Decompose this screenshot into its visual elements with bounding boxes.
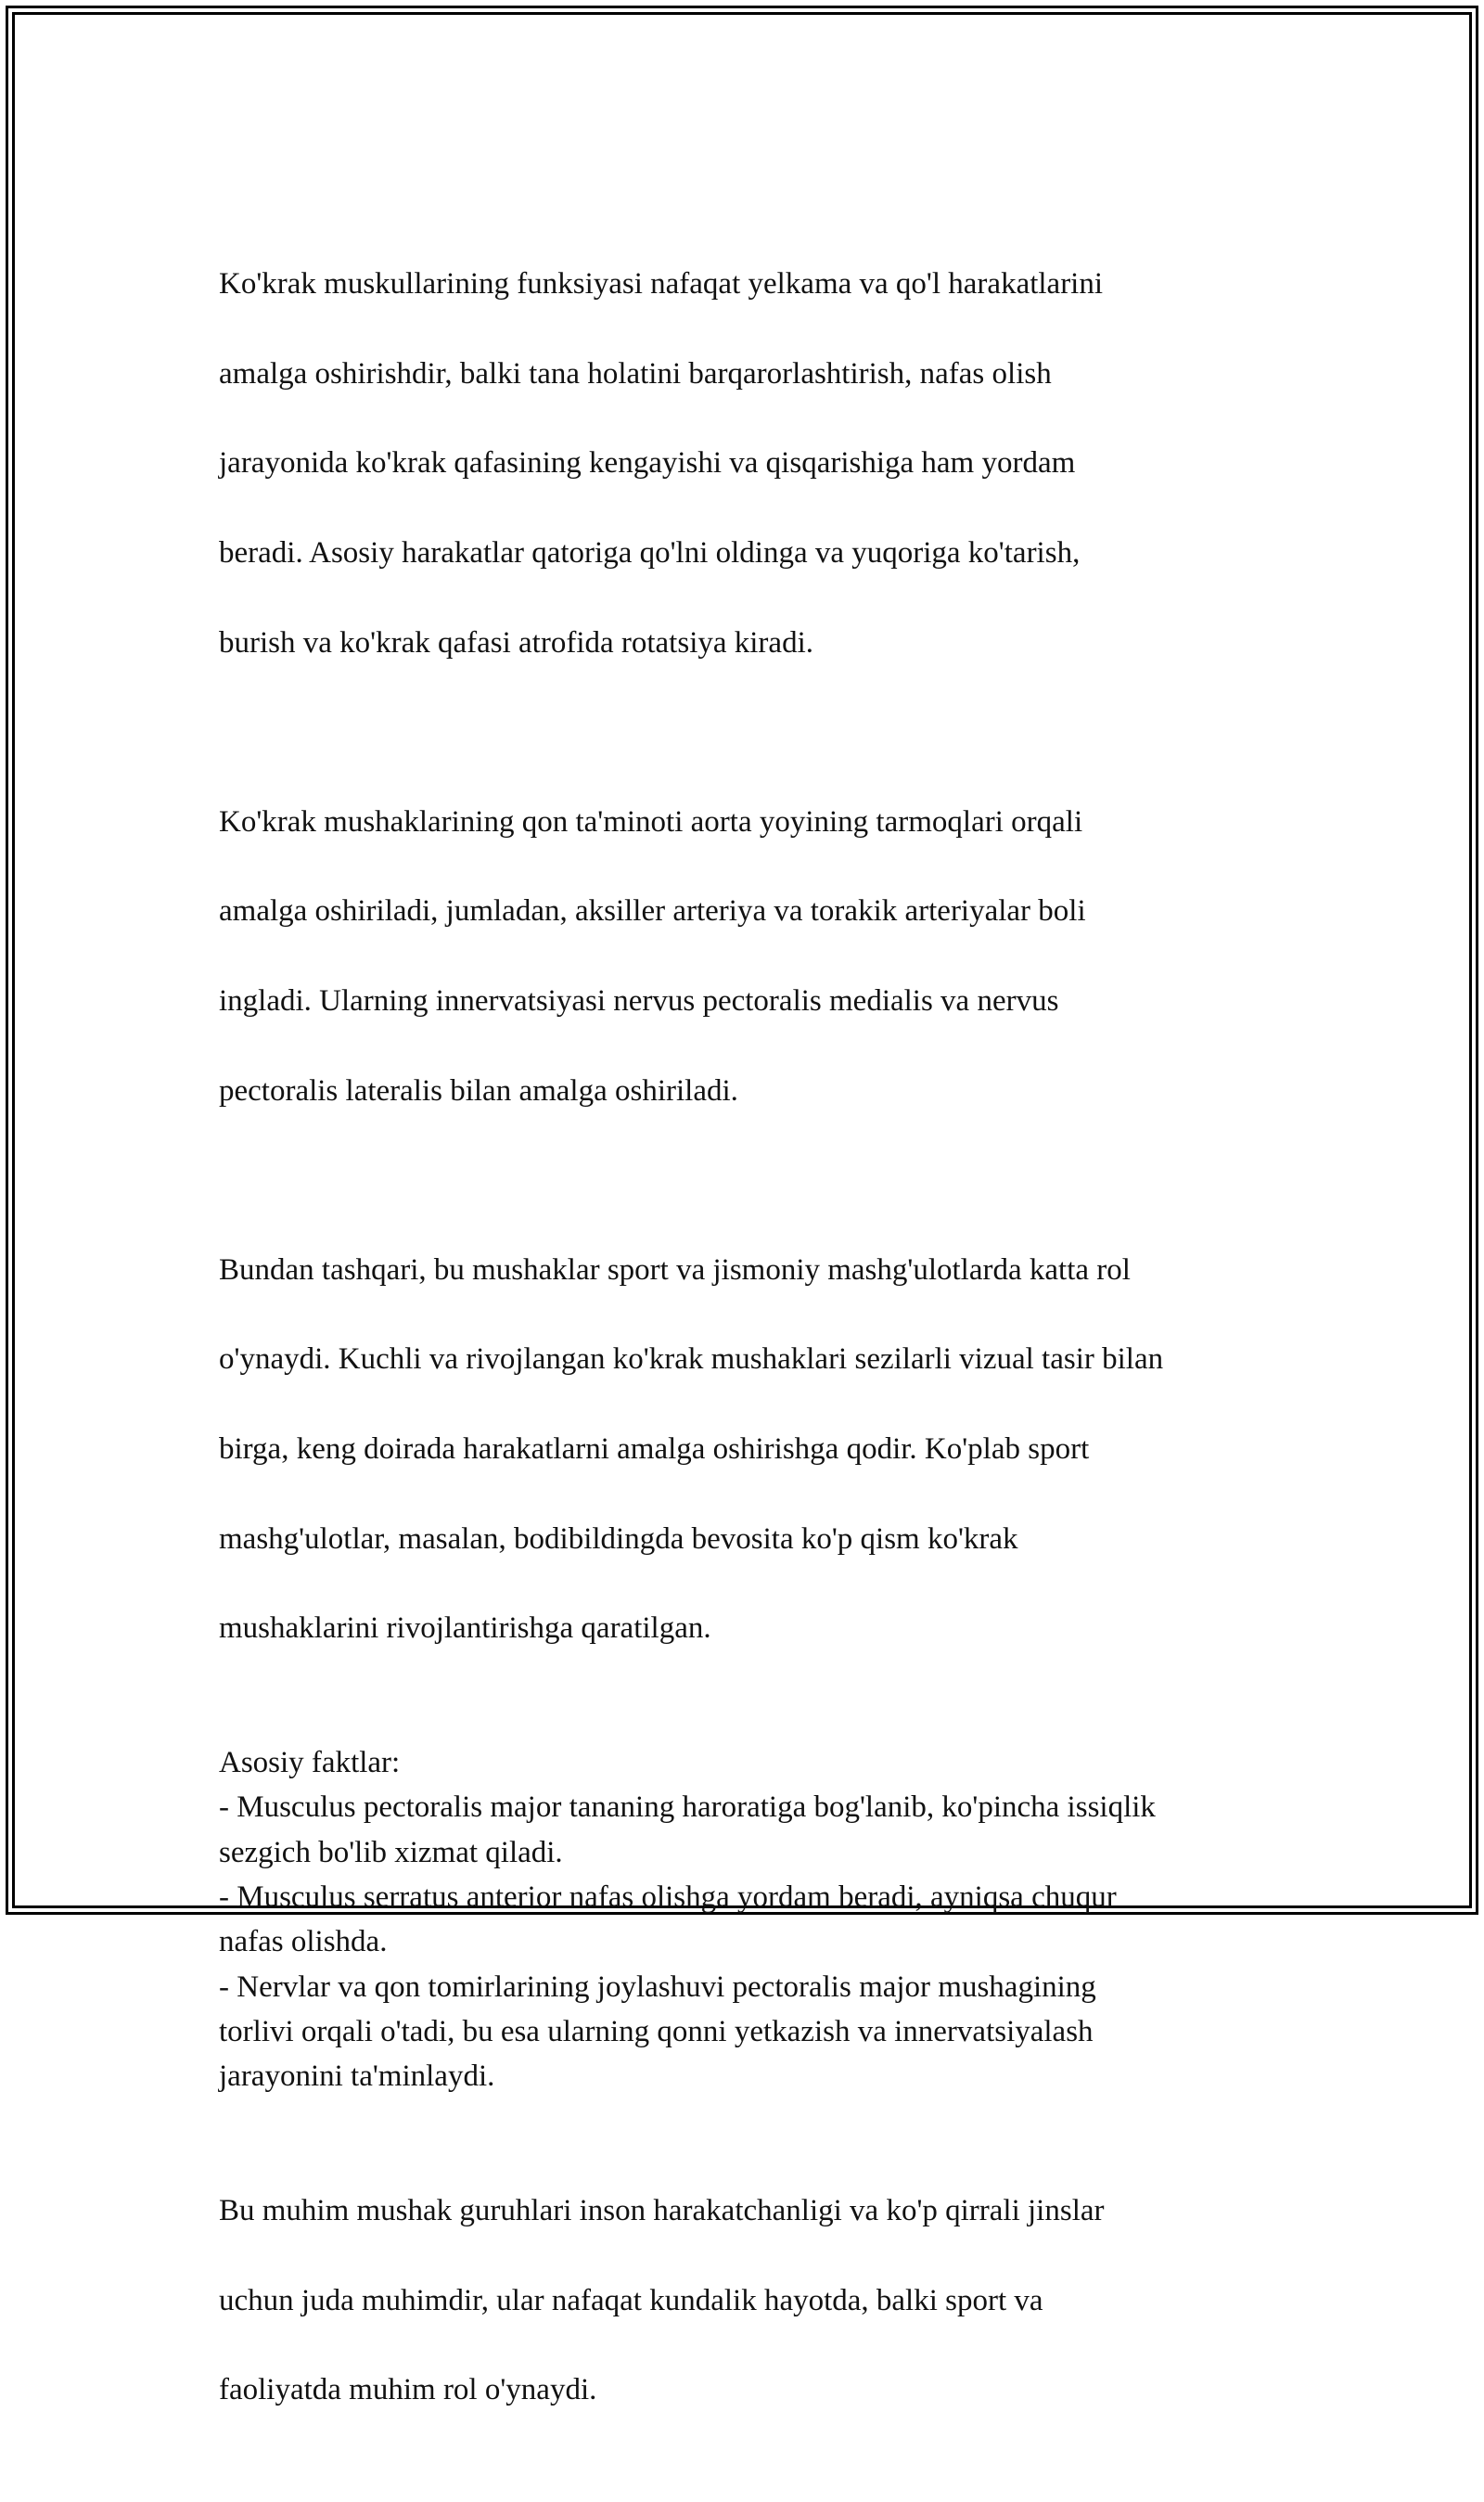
text-line: nafas olishda.: [219, 1925, 388, 1959]
text-line: jarayonida ko'krak qafasining kengayishi va qisqarishiga ham yordam: [219, 446, 1076, 481]
fact-item: [219, 1785, 1295, 1875]
text-line: amalga oshiriladi, jumladan, aksiller arteriya va torakik arteriyalar boli: [219, 894, 1086, 929]
paragraph-closing: [219, 2144, 1295, 2457]
text-line: pectoralis lateralis bilan amalga oshiriladi.: [219, 1073, 738, 1108]
fact-item: [219, 1875, 1295, 1965]
text-line: - Musculus serratus anterior nafas olishga yordam beradi, ayniqsa chuqur: [219, 1880, 1117, 1914]
text-line: ingladi. Ularning innervatsiyasi nervus pectoralis medialis va nervus: [219, 984, 1059, 1019]
facts-heading: Asosiy faktlar:: [219, 1746, 401, 1780]
text-line: amalga oshirishdir, balki tana holatini barqarorlashtirish, nafas olish: [219, 356, 1052, 391]
text-line: jarayonini ta'minlaydi.: [219, 2059, 495, 2094]
facts-section: [219, 1740, 1295, 2098]
text-line: burish va ko'krak qafasi atrofida rotatsiya kiradi.: [219, 625, 813, 660]
text-line: birga, keng doirada harakatlarni amalga oshirishga qodir. Ko'plab sport: [219, 1432, 1090, 1467]
text-line: - Musculus pectoralis major tananing haroratiga bog'lanib, ko'pincha issiqlik: [219, 1790, 1156, 1825]
paragraph-function: [219, 217, 1295, 710]
text-line: o'ynaydi. Kuchli va rivojlangan ko'krak mushaklari sezilarli vizual tasir bilan: [219, 1342, 1164, 1377]
paragraph-blood-supply: [219, 755, 1295, 1159]
text-line: - Nervlar va qon tomirlarining joylashuvi pectoralis major mushagining: [219, 1970, 1096, 2004]
fact-item: [219, 1965, 1295, 2099]
paragraph-sport: [219, 1203, 1295, 1696]
text-line: torlivi orqali o'tadi, bu esa ularning qonni yetkazish va innervatsiyalash: [219, 2014, 1094, 2048]
text-line: faoliyatda muhim rol o'ynaydi.: [219, 2373, 597, 2407]
text-line: mushaklarini rivojlantirishga qaratilgan.: [219, 1611, 711, 1646]
text-line: Ko'krak muskullarining funksiyasi nafaqat yelkama va qo'l harakatlarini: [219, 267, 1104, 302]
text-line: Ko'krak mushaklarining qon ta'minoti aorta yoyining tarmoqlari orqali: [219, 804, 1083, 839]
text-line: beradi. Asosiy harakatlar qatoriga qo'lni oldinga va yuqoriga ko'tarish,: [219, 536, 1081, 571]
text-line: uchun juda muhimdir, ular nafaqat kundalik hayotda, balki sport va: [219, 2283, 1043, 2317]
text-line: Bundan tashqari, bu mushaklar sport va jismoniy mashg'ulotlarda katta rol: [219, 1252, 1131, 1287]
text-line: Bu muhim mushak guruhlari inson harakatchanligi va ko'p qirrali jinslar: [219, 2194, 1105, 2228]
text-line: mashg'ulotlar, masalan, bodibildingda bevosita ko'p qism ko'krak: [219, 1521, 1018, 1556]
text-line: sezgich bo'lib xizmat qiladi.: [219, 1835, 563, 1869]
document-body: [219, 217, 1295, 2502]
